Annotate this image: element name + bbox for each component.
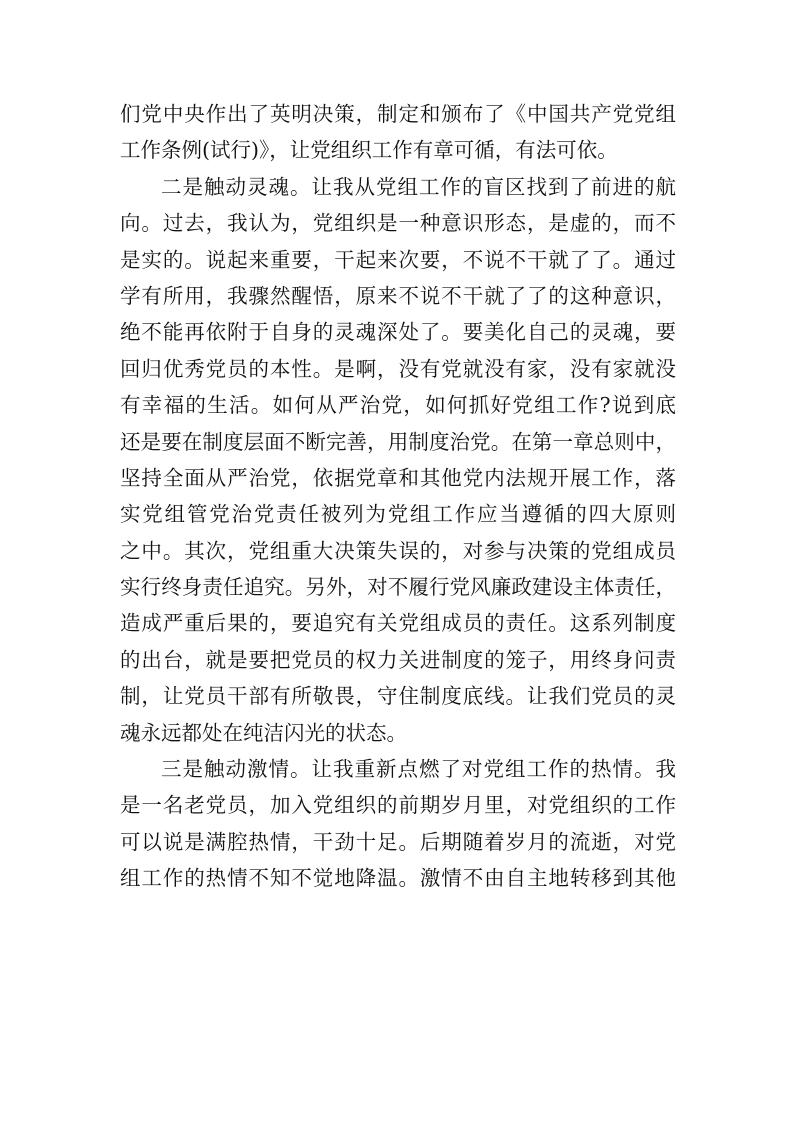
text-line: 们党中央作出了英明决策，制定和颁布了《中国共产党党组 xyxy=(120,102,676,126)
text-line: 是一名老党员，加入党组织的前期岁月里，对党组织的工作 xyxy=(120,793,676,818)
document-body xyxy=(120,96,676,897)
text-line: 制，让党员干部有所敬畏，守住制度底线。让我们党员的灵 xyxy=(120,684,676,709)
text-line: 坚持全面从严治党，依据党章和其他党内法规开展工作，落 xyxy=(120,465,676,490)
text-line: 是实的。说起来重要，干起来次要，不说不干就了了。通过 xyxy=(120,247,676,272)
text-line: 绝不能再依附于自身的灵魂深处了。要美化自己的灵魂，要 xyxy=(120,320,676,345)
text-line: 可以说是满腔热情，干劲十足。后期随着岁月的流逝，对党 xyxy=(120,829,676,854)
text-line: 向。过去，我认为，党组织是一种意识形态，是虚的，而不 xyxy=(120,211,676,236)
text-line: 回归优秀党员的本性。是啊，没有党就没有家，没有家就没 xyxy=(120,356,676,381)
text-line: 的出台，就是要把党员的权力关进制度的笼子，用终身问责 xyxy=(120,647,676,672)
paragraph-start-line: 二是触动灵魂。让我从党组工作的盲区找到了前进的航 xyxy=(161,174,676,199)
text-line: 魂永远都处在纯洁闪光的状态。 xyxy=(120,720,407,745)
text-line: 实行终身责任追究。另外，对不履行党风廉政建设主体责任， xyxy=(120,575,676,600)
text-line: 实党组管党治党责任被列为党组工作应当遵循的四大原则 xyxy=(120,502,676,527)
text-line: 组工作的热情不知不觉地降温。激情不由自主地转移到其他 xyxy=(120,866,676,891)
text-line: 还是要在制度层面不断完善，用制度治党。在第一章总则中， xyxy=(120,429,676,454)
text-line: 有幸福的生活。如何从严治党，如何抓好党组工作?说到底 xyxy=(120,393,676,418)
paragraph-start-line: 三是触动激情。让我重新点燃了对党组工作的热情。我 xyxy=(161,757,676,782)
text-line: 造成严重后果的，要追究有关党组成员的责任。这系列制度 xyxy=(120,611,676,636)
text-line: 学有所用，我骤然醒悟，原来不说不干就了了的这种意识， xyxy=(120,283,676,308)
text-line: 工作条例(试行)》，让党组织工作有章可循，有法可依。 xyxy=(120,138,618,163)
text-line: 之中。其次，党组重大决策失误的，对参与决策的党组成员 xyxy=(120,538,676,563)
